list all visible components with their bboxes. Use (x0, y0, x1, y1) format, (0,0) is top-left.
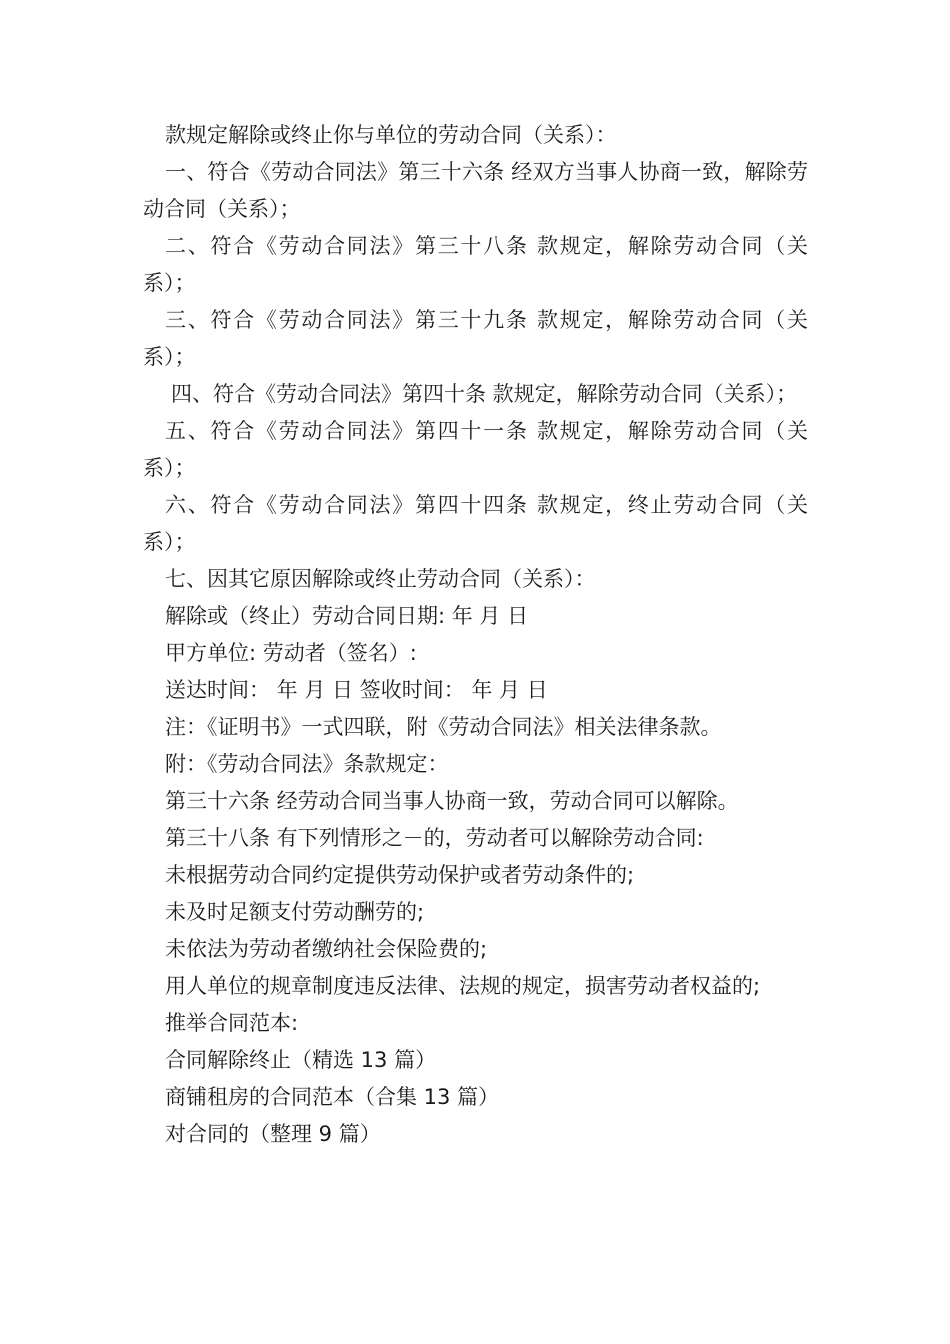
paragraph-item-4: 四、符合《劳动合同法》第四十条 款规定，解除劳动合同（关系）； (171, 382, 798, 406)
article-38-clause-3: 未依法为劳动者缴纳社会保险费的; (165, 937, 488, 961)
note-line: 注：《证明书》一式四联，附《劳动合同法》相关法律条款。 (165, 715, 722, 739)
paragraph-item-1: 一、符合《劳动合同法》第三十六条 经双方当事人协商一致，解除劳动合同（关系）； (143, 160, 808, 221)
paragraph-item-6: 六、符合《劳动合同法》第四十四条 款规定，终止劳动合同（关系）； (143, 493, 808, 554)
article-38-clause-1: 未根据劳动合同约定提供劳动保护或者劳动条件的; (165, 863, 635, 887)
recommended-templates-heading: 推举合同范本: (165, 1011, 299, 1035)
article-38: 第三十八条 有下列情形之－的，劳动者可以解除劳动合同: (165, 826, 704, 850)
paragraph-item-3: 三、符合《劳动合同法》第三十九条 款规定，解除劳动合同（关系）； (143, 308, 808, 369)
paragraph-item-2: 二、符合《劳动合同法》第三十八条 款规定，解除劳动合同（关系）； (143, 234, 808, 295)
document-body (143, 117, 808, 1153)
recommended-template-2: 商铺租房的合同范本（合集 13 篇） (165, 1085, 500, 1109)
article-38-clause-4: 用人单位的规章制度违反法律、法规的规定，损害劳动者权益的; (165, 974, 761, 998)
appendix-heading: 附：《劳动合同法》条款规定： (165, 752, 449, 776)
recommended-template-1: 合同解除终止（精选 13 篇） (165, 1048, 437, 1072)
signature-line: 甲方单位: 劳动者（签名）: (165, 641, 417, 665)
paragraph-item-7: 七、因其它原因解除或终止劳动合同（关系）： (165, 567, 596, 591)
article-38-clause-2: 未及时足额支付劳动酬劳的; (165, 900, 425, 924)
paragraph-item-5: 五、符合《劳动合同法》第四十一条 款规定，解除劳动合同（关系）； (143, 419, 808, 480)
paragraph-intro: 款规定解除或终止你与单位的劳动合同（关系）： (165, 123, 617, 147)
delivery-time-line: 送达时间： 年 月 日 签收时间： 年 月 日 (165, 678, 548, 702)
recommended-template-3: 对合同的（整理 9 篇） (165, 1122, 381, 1146)
termination-date-line: 解除或（终止）劳动合同日期: 年 月 日 (165, 604, 529, 628)
article-36: 第三十六条 经劳动合同当事人协商一致，劳动合同可以解除。 (165, 789, 739, 813)
